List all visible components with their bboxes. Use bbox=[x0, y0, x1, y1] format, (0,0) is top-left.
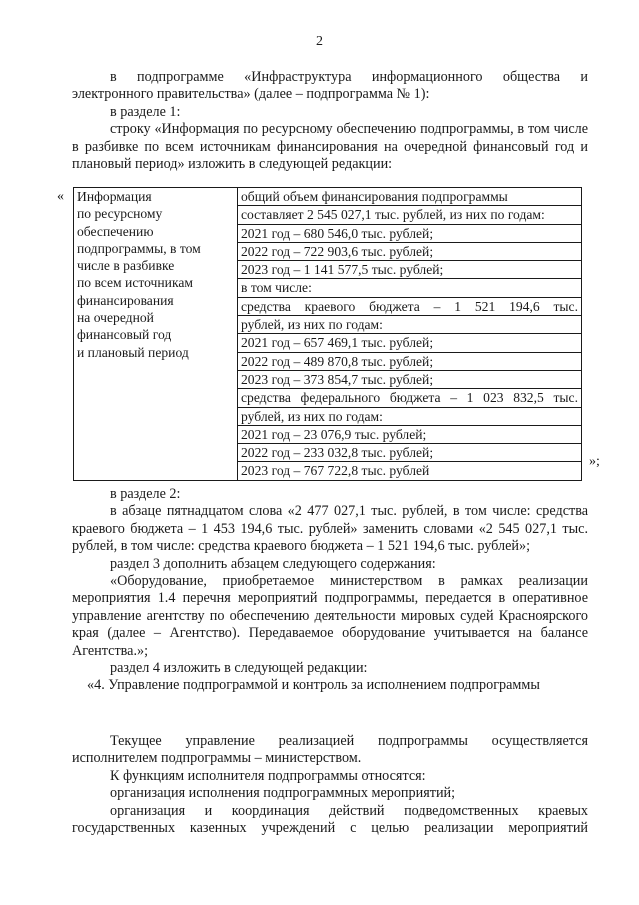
body-paragraph-1: в разделе 2: bbox=[110, 486, 181, 502]
body-paragraph-9: организация и координация действий подведомственных краевых государственных казенных учреждений с целью реализации мероприятий bbox=[72, 802, 588, 837]
right-cell-line: 2022 год – 233 032,8 тыс. рублей; bbox=[238, 444, 581, 462]
body-paragraph-8: организация исполнения подпрограммных мероприятий; bbox=[110, 785, 456, 802]
body-paragraph-6: Текущее управление реализацией подпрограммы осуществляется исполнителем подпрограммы – министерством. bbox=[72, 733, 588, 767]
left-cell-line: финансовый год bbox=[77, 327, 172, 343]
resource-table bbox=[73, 187, 582, 481]
table-row bbox=[74, 188, 582, 481]
table-open-quote: « bbox=[57, 189, 64, 204]
left-cell-line: обеспечению bbox=[77, 223, 154, 239]
right-cell-line: 2023 год – 373 854,7 тыс. рублей; bbox=[238, 371, 581, 389]
right-cell-line: 2023 год – 767 722,8 тыс. рублей bbox=[241, 463, 430, 479]
intro-paragraph-2: в разделе 1: bbox=[110, 103, 181, 120]
left-cell-line: подпрограммы, в том bbox=[77, 240, 201, 256]
section-4-heading: «4. Управление подпрограммой и контроль за исполнением подпрограммы bbox=[87, 677, 540, 694]
right-cell-line: в том числе: bbox=[238, 279, 581, 297]
body-section-a bbox=[72, 486, 588, 695]
body-paragraph-4: «Оборудование, приобретаемое министерством в рамках реализации мероприятия 1.4 перечня мероприятий подпрограммы, передается в оперативное управление агентству по обеспечению деятельности мировых судей Красноярского края (далее – Агентство). Передаваемое оборудование учитывается на балансе Агентства.»; bbox=[72, 573, 588, 659]
body-paragraph-2: в абзаце пятнадцатом слова «2 477 027,1 тыс. рублей, в том числе: средства краевого бюджета – 1 453 194,6 тыс. рублей» заменить словами «2 545 027,1 тыс. рублей, в том числе: средства краевого бюджета – 1 521 194,6 тыс. рублей»; bbox=[72, 503, 588, 555]
right-cell-line: общий объем финансирования подпрограммы bbox=[238, 188, 581, 206]
left-cell-line: Информация bbox=[77, 189, 152, 204]
left-cell-line: по всем источникам bbox=[77, 275, 193, 291]
right-cell-lines bbox=[238, 188, 581, 480]
table-right-cell bbox=[238, 188, 582, 481]
right-cell-line: составляет 2 545 027,1 тыс. рублей, из них по годам: bbox=[238, 206, 581, 224]
page-number: 2 bbox=[316, 34, 323, 49]
body-paragraph-5: раздел 4 изложить в следующей редакции: bbox=[110, 660, 368, 677]
intro-section bbox=[72, 69, 588, 173]
right-cell-line: рублей, из них по годам: bbox=[238, 316, 581, 334]
left-cell-lines bbox=[77, 188, 234, 361]
right-cell-line: рублей, из них по годам: bbox=[238, 408, 581, 426]
body-section-b bbox=[72, 733, 588, 837]
left-cell-line: и плановый период bbox=[77, 344, 189, 360]
right-cell-line: 2022 год – 722 903,6 тыс. рублей; bbox=[238, 243, 581, 261]
right-cell-line: 2021 год – 23 076,9 тыс. рублей; bbox=[238, 426, 581, 444]
right-cell-line: средства федерального бюджета – 1 023 832,5 тыс. bbox=[238, 389, 581, 407]
table-close-quote: »; bbox=[589, 454, 600, 469]
intro-paragraph-1: в подпрограмме «Инфраструктура информационного общества и электронного правительства» (далее – подпрограмма № 1): bbox=[72, 69, 588, 103]
table-left-cell bbox=[74, 188, 238, 481]
right-cell-line: 2022 год – 489 870,8 тыс. рублей; bbox=[238, 353, 581, 371]
intro-paragraph-3: строку «Информация по ресурсному обеспечению подпрограммы, в том числе в разбивке по всем источникам финансирования на очередной финансовый год и плановый период» изложить в следующей редакции: bbox=[72, 121, 588, 173]
right-cell-line: средства краевого бюджета – 1 521 194,6 тыс. bbox=[238, 298, 581, 316]
left-cell-line: на очередной bbox=[77, 310, 154, 326]
right-cell-line: 2023 год – 1 141 577,5 тыс. рублей; bbox=[238, 261, 581, 279]
right-cell-line: 2021 год – 680 546,0 тыс. рублей; bbox=[238, 225, 581, 243]
left-cell-line: числе в разбивке bbox=[77, 258, 175, 274]
left-cell-line: по ресурсному bbox=[77, 206, 163, 222]
body-paragraph-3: раздел 3 дополнить абзацем следующего содержания: bbox=[110, 555, 436, 572]
right-cell-line: 2021 год – 657 469,1 тыс. рублей; bbox=[238, 334, 581, 352]
resource-table-block bbox=[57, 187, 617, 479]
left-cell-line: финансирования bbox=[77, 292, 174, 308]
body-paragraph-7: К функциям исполнителя подпрограммы относятся: bbox=[110, 767, 426, 784]
